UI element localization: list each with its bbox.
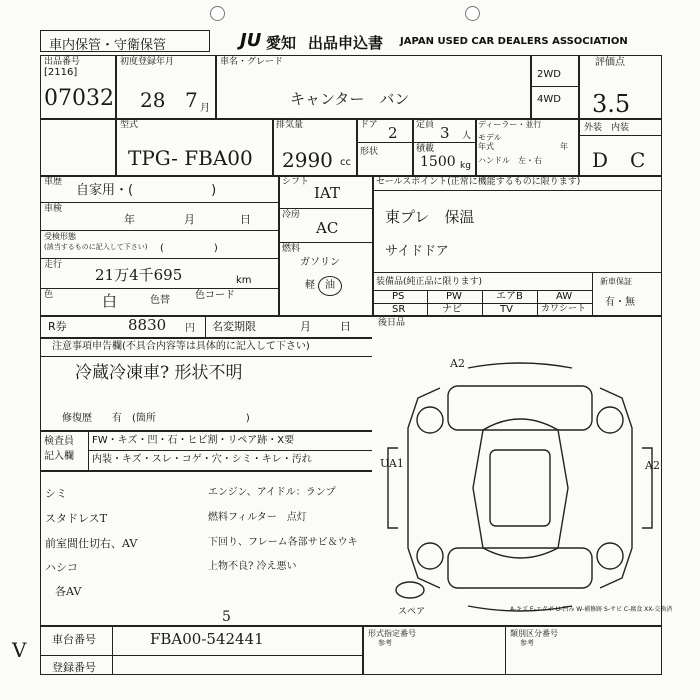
diagram-spare-tire bbox=[396, 582, 424, 598]
dealer-year: 年式 bbox=[478, 142, 494, 151]
equip-sr: SR bbox=[392, 304, 406, 315]
mileage-value: 21万4千695 bbox=[95, 266, 183, 284]
diagram-front-bumper bbox=[468, 363, 572, 368]
storage-label: 車内保管・守衛保管 bbox=[49, 38, 167, 53]
inspector-row2: 内装・キズ・スレ・コゲ・穴・シミ・キレ・汚れ bbox=[92, 454, 312, 465]
dealer-year-unit: 年 bbox=[560, 142, 568, 151]
equip-pw: PW bbox=[446, 291, 462, 302]
fuel-diesel-circle bbox=[318, 276, 342, 296]
equipment-label: 装備品(純正品に限ります) bbox=[376, 277, 483, 287]
equip-leather: カワシート bbox=[541, 304, 587, 314]
diagram-cabin bbox=[473, 419, 568, 558]
displacement-value: 2990 bbox=[282, 148, 333, 172]
load-value: 1500 bbox=[420, 154, 456, 170]
equip-ps: PS bbox=[392, 291, 405, 302]
punch-hole bbox=[465, 6, 480, 21]
type-value: TPG- FBA00 bbox=[128, 146, 253, 170]
notes-text: 冷蔵冷凍車? 形状不明 bbox=[75, 363, 243, 383]
type-cert-label: 形式指定番号 bbox=[368, 629, 416, 638]
listing-label: 出品番号 bbox=[44, 57, 81, 67]
inspector-field-label: 記入欄 bbox=[44, 451, 74, 462]
ju-logo: JU bbox=[240, 30, 262, 51]
engine-note-3: 下回り、フレーム各部サビ＆ウキ bbox=[208, 537, 358, 548]
new-warranty-label: 新車保証 bbox=[600, 277, 632, 286]
rating-label: 評価点 bbox=[595, 57, 625, 68]
punch-hole bbox=[210, 6, 225, 21]
diagram-number: 5 bbox=[222, 609, 231, 625]
color-value: 白 bbox=[102, 292, 118, 310]
equip-navi: ナビ bbox=[442, 304, 462, 315]
diagram-wheel-rr bbox=[597, 543, 623, 569]
drive-4wd: 4WD bbox=[537, 94, 561, 105]
exterior-grade: D bbox=[592, 148, 609, 172]
capacity-unit: 人 bbox=[462, 131, 472, 141]
shape-label: 形状 bbox=[360, 147, 379, 157]
color-label: 色 bbox=[44, 290, 54, 300]
notes-label: 注意事項申告欄(不具合内容等は具体的に記入して下さい) bbox=[52, 341, 310, 352]
diagram-left-side bbox=[408, 388, 440, 588]
type-label: 型式 bbox=[120, 120, 139, 130]
engine-note-2: 燃料フィルター 点灯 bbox=[208, 512, 307, 523]
aircon-value: AC bbox=[316, 219, 339, 237]
name-change-month: 月 bbox=[300, 320, 311, 333]
equip-aw: AW bbox=[556, 291, 573, 302]
reg-label: 登録番号 bbox=[52, 661, 96, 674]
first-reg-year: 28 bbox=[140, 88, 166, 112]
capacity-value: 3 bbox=[440, 124, 450, 142]
diagram-note-left: UA1 bbox=[380, 457, 404, 470]
comment-2: スタドレスT bbox=[45, 512, 108, 525]
inspector-label: 検査員 bbox=[44, 436, 74, 447]
association-name: JAPAN USED CAR DEALERS ASSOCIATION bbox=[400, 36, 628, 47]
class-no-label: 類別区分番号 bbox=[510, 629, 558, 638]
diagram-note-top: A2 bbox=[450, 357, 465, 370]
sales-point-line2: サイドドア bbox=[385, 244, 449, 259]
chassis-label: 車台番号 bbox=[52, 633, 96, 646]
fuel-label: 燃料 bbox=[282, 244, 301, 254]
shift-label: シフト bbox=[282, 177, 310, 187]
diagram-roof bbox=[490, 450, 550, 526]
first-reg-label: 初度登録年月 bbox=[120, 57, 175, 67]
color-code-label: 色コード bbox=[195, 290, 235, 301]
storage-box bbox=[40, 30, 210, 52]
diagram-note-right: A2 bbox=[645, 459, 660, 472]
listing-number: 07032 bbox=[44, 86, 114, 111]
repair-history: 修復歴 有 (箇所 ) bbox=[62, 413, 250, 424]
first-reg-month-unit: 月 bbox=[200, 103, 210, 114]
history-value: 自家用・( ) bbox=[76, 183, 217, 198]
doors-label: ドア bbox=[360, 120, 378, 130]
damage-legend: A-キズ E-エクボ U-凹み W-補修跡 S-サビ C-腐食 XX-交換済 bbox=[510, 606, 673, 613]
engine-note-1: エンジン、アイドル：ランプ bbox=[208, 487, 336, 498]
tax-value: 8830 bbox=[128, 316, 167, 334]
equip-tv: TV bbox=[500, 304, 513, 315]
vehicle-damage-diagram bbox=[378, 338, 662, 618]
comment-4: ハシコ bbox=[45, 561, 78, 574]
mileage-unit: km bbox=[236, 275, 252, 286]
sales-point-label: セールスポイント(正常に機能するものに限ります) bbox=[376, 177, 581, 187]
load-unit: kg bbox=[460, 161, 471, 171]
displacement-unit: cc bbox=[340, 157, 351, 168]
drive-2wd: 2WD bbox=[537, 69, 561, 80]
form-title: 出品申込書 bbox=[308, 34, 384, 52]
header-title bbox=[232, 30, 662, 52]
history-label: 車歴 bbox=[44, 177, 63, 187]
interior-grade: C bbox=[630, 148, 646, 172]
name-change-label: 名変期限 bbox=[212, 320, 256, 333]
class-no-sub: 参考 bbox=[520, 639, 534, 647]
recv-label: 受検形態 bbox=[44, 232, 76, 241]
rating-value: 3.5 bbox=[592, 90, 631, 118]
diagram-wheel-fl bbox=[417, 407, 443, 433]
inspection-label: 車検 bbox=[44, 204, 63, 214]
diagram-wheel-rl bbox=[417, 543, 443, 569]
inspection-year: 年 bbox=[124, 213, 135, 226]
diagram-right-side bbox=[600, 388, 632, 588]
doors-value: 2 bbox=[388, 124, 398, 142]
fuel-diesel: 軽 油 bbox=[305, 280, 335, 291]
org-name: 愛知 bbox=[266, 34, 297, 52]
margin-check-mark: V bbox=[12, 638, 27, 662]
diagram-wheel-fr bbox=[597, 407, 623, 433]
displacement-label: 排気量 bbox=[276, 120, 304, 130]
mileage-label: 走行 bbox=[44, 260, 63, 270]
model-value: キャンター バン bbox=[290, 90, 410, 108]
inspection-month: 月 bbox=[184, 213, 195, 226]
engine-note-4: 上物不良? 冷え悪い bbox=[208, 561, 297, 572]
load-label: 積載 bbox=[416, 144, 435, 154]
tax-unit: 円 bbox=[185, 323, 195, 334]
dealer-model: モデル bbox=[478, 133, 502, 142]
model-label: 車名・グレード bbox=[220, 57, 284, 67]
equip-airbag: エアB bbox=[496, 291, 523, 302]
comment-1: シミ bbox=[45, 487, 67, 500]
first-reg-month: 7 bbox=[185, 88, 198, 112]
aircon-label: 冷房 bbox=[282, 210, 301, 220]
diagram-spare-label: スペア bbox=[398, 607, 426, 617]
diagram-rear bbox=[448, 548, 592, 588]
sales-point-line1: 東プレ 保温 bbox=[385, 208, 475, 226]
new-warranty-value: 有・無 bbox=[605, 297, 635, 308]
comment-5: 各AV bbox=[55, 585, 82, 598]
name-change-day: 日 bbox=[340, 320, 351, 333]
chassis-value: FBA00-542441 bbox=[150, 630, 264, 648]
tax-label: R券 bbox=[48, 320, 67, 333]
post-items-label: 後日品 bbox=[378, 318, 406, 328]
dealer-handle: ハンドル 左・右 bbox=[478, 156, 542, 165]
listing-bracket: [2116] bbox=[44, 67, 78, 78]
dealer-label: ディーラー・並行 bbox=[478, 120, 542, 129]
color-change-label: 色替 bbox=[150, 295, 170, 306]
ext-int-label: 外装 内装 bbox=[584, 123, 630, 133]
diagram-roof-front bbox=[448, 386, 592, 430]
recv-paren: ( ) bbox=[160, 243, 218, 254]
inspector-row1: FW・キズ・凹・石・ヒビ割・リペア跡・X要 bbox=[92, 435, 295, 446]
comment-3: 前室間仕切右、AV bbox=[45, 537, 138, 550]
inspection-day: 日 bbox=[240, 213, 251, 226]
recv-note: (該当するものに記入して下さい) bbox=[44, 243, 148, 251]
fuel-gasoline: ガソリン bbox=[300, 257, 340, 268]
capacity-label: 定員 bbox=[416, 120, 435, 130]
shift-value: IAT bbox=[314, 184, 340, 202]
type-cert-sub: 参考 bbox=[378, 639, 392, 647]
